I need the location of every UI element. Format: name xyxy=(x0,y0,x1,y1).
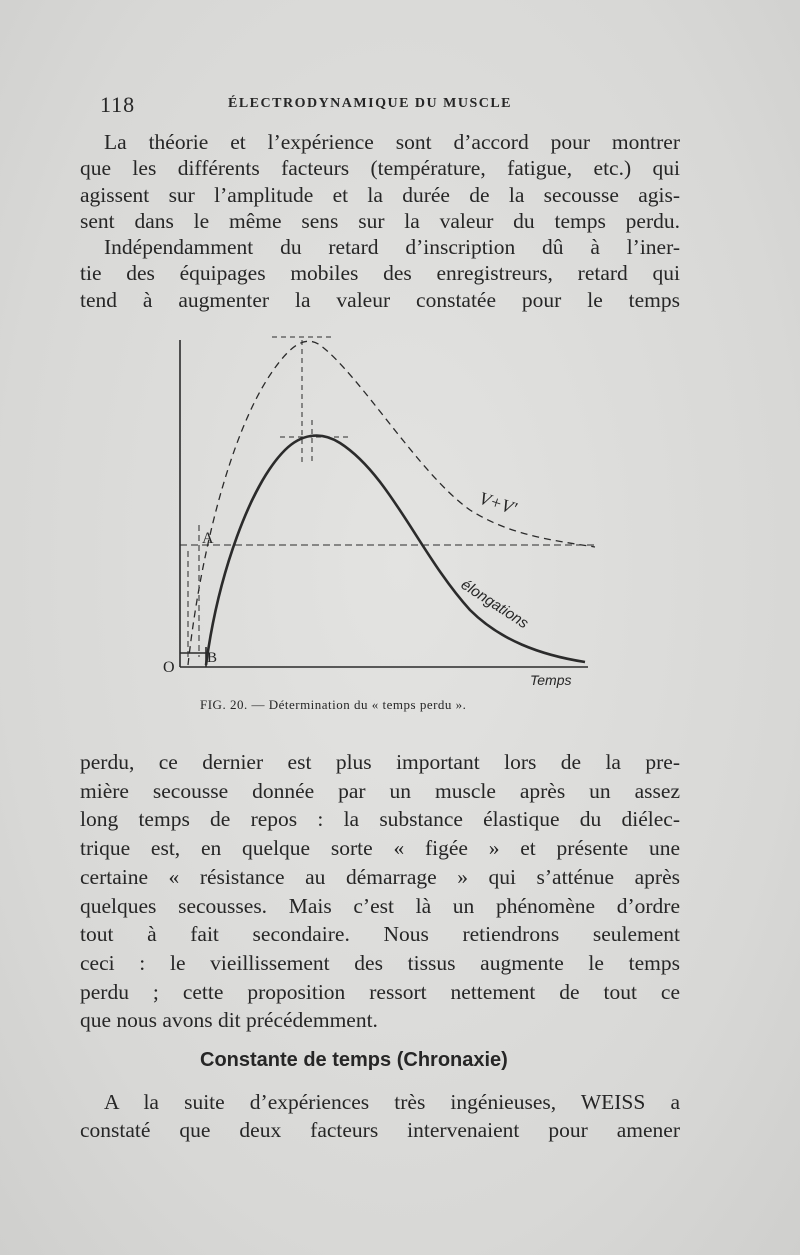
section-heading xyxy=(200,1049,508,1072)
text-line: long temps de repos : la substance élastique du diélec- xyxy=(80,807,680,832)
figure-caption: FIG. 20. — Détermination du « temps perdu ». xyxy=(200,697,467,712)
text-line: perdu, ce dernier est plus important lors de la pre- xyxy=(80,750,680,774)
figure-temps-perdu xyxy=(160,325,610,715)
label-o: O xyxy=(163,659,175,676)
axis-label-temps: Temps xyxy=(530,672,572,688)
label-elongations: élongations xyxy=(457,576,532,633)
running-title: ÉLECTRODYNAMIQUE DU MUSCLE xyxy=(228,96,513,111)
text-line: mière secousse donnée par un muscle après un assez xyxy=(80,778,680,803)
curve-v-plus-v-prime xyxy=(188,341,595,665)
text-line: tie des équipages mobiles des enregistreurs, retard qui xyxy=(80,261,680,286)
paragraph-2 xyxy=(80,234,680,313)
text-line: quelques secousses. Mais c’est là un phénomène d’ordre xyxy=(80,893,680,918)
text-line: que les différents facteurs (température, fatigue, etc.) qui xyxy=(80,156,680,181)
text-line: tend à augmenter la valeur constatée pour le temps xyxy=(80,287,680,312)
curve-elongations xyxy=(206,436,585,665)
text-line: La théorie et l’expérience sont d’accord pour montrer xyxy=(104,130,680,154)
text-line: que nous avons dit précédemment. xyxy=(80,1008,378,1033)
text-line: tout à fait secondaire. Nous retiendrons seulement xyxy=(80,922,680,947)
paragraph-3 xyxy=(80,748,680,1035)
label-b: B xyxy=(207,650,218,666)
running-head xyxy=(100,92,690,116)
text-line: constaté que deux facteurs intervenaient pour amener xyxy=(80,1118,680,1142)
paragraph-4 xyxy=(80,1088,680,1144)
page-number: 118 xyxy=(100,92,136,117)
section-title: Constante de temps xyxy=(200,1049,392,1071)
section-subtitle: (Chronaxie) xyxy=(396,1049,508,1071)
text-line: trique est, en quelque sorte « figée » et présente une xyxy=(80,836,680,861)
text-line: ceci : le vieillissement des tissus augmente le temps xyxy=(80,950,680,975)
text-line: agissent sur l’amplitude et la durée de la secousse agis- xyxy=(80,182,680,207)
text-line: Indépendamment du retard d’inscription dû à l’iner- xyxy=(104,235,680,259)
text-line: certaine « résistance au démarrage » qui s’atténue après xyxy=(80,864,680,889)
label-v-plus-v-prime: V+V' xyxy=(476,487,520,519)
text-line: A la suite d’expériences très ingénieuses, WEISS a xyxy=(104,1090,680,1114)
text-line: perdu ; cette proposition ressort nettement de tout ce xyxy=(80,979,680,1004)
figure-drawing xyxy=(160,325,610,695)
text-line: sent dans le même sens sur la valeur du temps perdu. xyxy=(80,209,680,234)
label-a: A xyxy=(202,530,214,547)
paragraph-1 xyxy=(80,129,680,235)
